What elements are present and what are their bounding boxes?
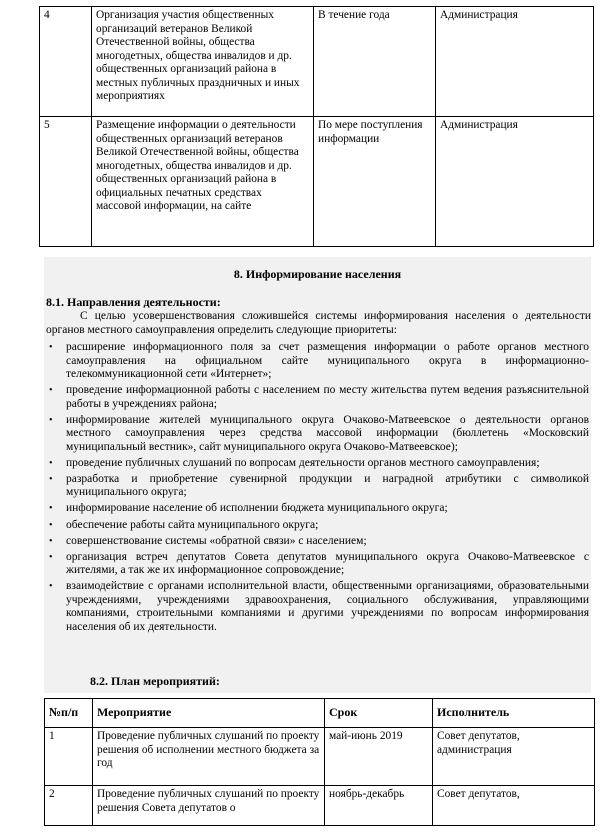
row-number: 2 (45, 786, 93, 826)
list-item-text: информирование население об исполнении бюджета муниципального округа; (66, 502, 448, 515)
list-item-text: совершенствование системы «обратной связи» с населением; (66, 534, 367, 547)
bullet-icon: • (49, 535, 53, 547)
bullet-icon: • (49, 551, 53, 563)
bullet-icon: • (49, 414, 53, 426)
row-term: По мере поступления информации (314, 117, 436, 247)
list-item (44, 551, 589, 578)
list-item (44, 580, 589, 634)
row-executor: Совет депутатов, администрация (433, 728, 595, 786)
continued-events-table (39, 6, 594, 247)
row-activity: Проведение публичных слушаний по проекту решения об исполнении местного бюджета за год (93, 728, 325, 786)
row-activity: Размещение информации о деятельности общественных организаций ветеранов Великой Отечественной войны, общества многодетных, общества инвалидов и др. общественных организаций района в официальных печатных средствах массовой информации, на сайте (92, 117, 314, 247)
bullet-icon: • (49, 581, 53, 593)
plan-title: 8.2. План мероприятий: (90, 674, 220, 688)
section-title: 8. Информирование населения (233, 267, 402, 281)
section-intro: С целью усовершенствования сложившейся системы информирования населения о деятельности органов местного самоуправления определить следующие приоритеты: (46, 310, 591, 336)
row-term: ноябрь-декабрь (325, 786, 433, 826)
section-subtitle: 8.1. Направления деятельности: (46, 295, 221, 309)
list-item-text: информирование жителей муниципального округа Очаково-Матвеевское о деятельности органов местного самоуправления через средства массовой информации (бюллетень «Московский муниципальный вестник», сайт муниципального округа Очаково-Матвеевское); (66, 413, 589, 453)
bullet-icon: • (49, 342, 53, 353)
list-item-text: проведение публичных слушаний по вопросам деятельности органов местного самоуправления; (66, 456, 540, 469)
table-row (40, 117, 594, 247)
row-executor: Администрация (436, 117, 594, 247)
list-item-text: взаимодействие с органами исполнительной власти, общественными организациями, образовательными учреждениями, учреждениями здравоохранения, социального обслуживания, управляющими компаниями, строительными компаниями и другими учреждениями по вопросам информирования населения об их деятельности. (66, 580, 589, 633)
priorities-list (44, 341, 589, 637)
row-activity: Проведение публичных слушаний по проекту решения Совета депутатов о (93, 786, 325, 826)
list-item (44, 535, 589, 549)
row-number: 5 (40, 117, 92, 247)
list-item-text: проведение информационной работы с населением по месту жительства путем ведения разъяснительной работы в учреждениях района; (66, 384, 589, 410)
list-item (44, 519, 589, 533)
informing-section (44, 257, 591, 693)
plan-table (44, 698, 595, 826)
list-item (44, 414, 589, 455)
list-item-text: обеспечение работы сайта муниципального округа; (66, 518, 319, 531)
bullet-icon: • (49, 503, 53, 515)
row-term: В течение года (314, 7, 436, 117)
row-term: май-июнь 2019 (325, 728, 433, 786)
bullet-icon: • (49, 457, 53, 469)
table-row (45, 786, 595, 826)
row-executor: Совет депутатов, (433, 786, 595, 826)
row-executor: Администрация (436, 7, 594, 117)
bullet-icon: • (49, 385, 53, 397)
table-row (45, 728, 595, 786)
list-item (44, 341, 589, 382)
list-item-text: организация встреч депутатов Совета депутатов муниципального округа Очаково-Матвеевское с жителями, а так же их информационное сопровождение; (66, 550, 589, 577)
list-item-text: расширение информационного поля за счет размещения информации о работе органов местного самоуправления на официальном сайте муниципального округа в информационно-телекоммуникационной сети «Интернет»; (66, 341, 589, 380)
header-executor: Исполнитель (433, 699, 595, 728)
bullet-icon: • (49, 473, 53, 485)
header-number: №п/п (45, 699, 93, 728)
list-item (44, 473, 589, 500)
header-activity: Мероприятие (93, 699, 325, 728)
list-item (44, 384, 589, 411)
header-term: Срок (325, 699, 433, 728)
row-activity: Организация участия общественных организаций ветеранов Великой Отечественной войны, общества многодетных, общества инвалидов и др. общественных организаций района в местных публичных праздничных и иных мероприятиях (92, 7, 314, 117)
table-header-row (45, 699, 595, 728)
row-number: 1 (45, 728, 93, 786)
table-row (40, 7, 594, 117)
bullet-icon: • (49, 519, 53, 531)
row-number: 4 (40, 7, 92, 117)
list-item-text: разработка и приобретение сувенирной продукции и наградной атрибутики с символикой муниципального округа; (66, 472, 589, 499)
list-item (44, 457, 589, 471)
list-item (44, 502, 589, 516)
